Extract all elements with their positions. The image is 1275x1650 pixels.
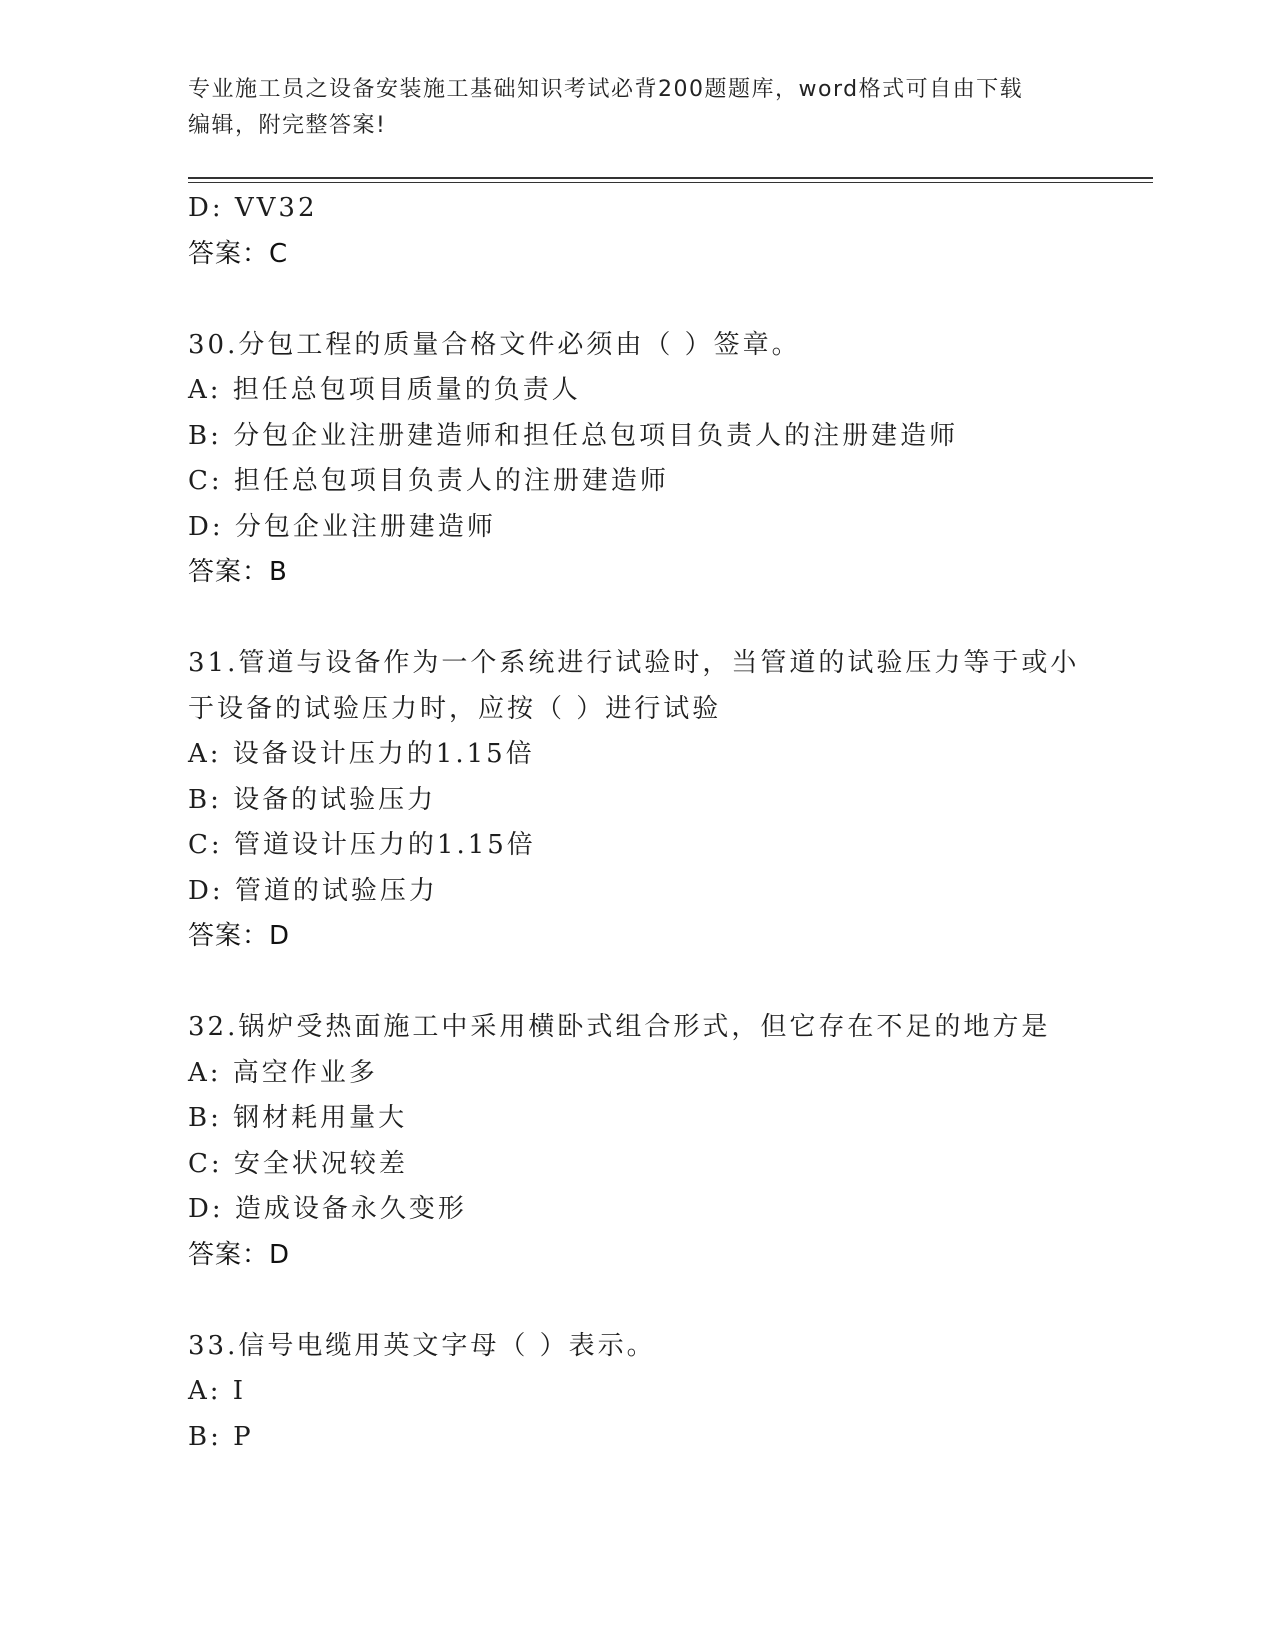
option-c: C: 管道设计压力的1.15倍 [188, 830, 536, 860]
question-stem-line-2: 于设备的试验压力时，应按（ ）进行试验 [188, 693, 722, 724]
question-stem-line-1: 31.管道与设备作为一个系统进行试验时，当管道的试验压力等于或小 [188, 648, 1080, 678]
question-stem: 33.信号电缆用英文字母（ ）表示。 [188, 1330, 656, 1361]
option-b: B: 分包企业注册建造师和担任总包项目负责人的注册建造师 [188, 420, 959, 451]
option-d: D: 造成设备永久变形 [188, 1194, 467, 1224]
spacer [188, 960, 1128, 1006]
previous-question-tail [188, 186, 1128, 277]
spacer [188, 277, 1128, 323]
question-31 [188, 641, 1128, 960]
option-a: A: 设备设计压力的1.15倍 [188, 739, 535, 769]
header-title-line-1: 专业施工员之设备安装施工基础知识考试必背200题题库，word格式可自由下载 [188, 77, 1024, 102]
question-30 [188, 323, 1128, 596]
spacer [188, 596, 1128, 642]
option-a: A: 担任总包项目质量的负责人 [188, 375, 581, 405]
page-header [188, 72, 1068, 144]
header-divider-thick [188, 177, 1153, 179]
question-32 [188, 1005, 1128, 1278]
option-d: D: 分包企业注册建造师 [188, 511, 496, 542]
question-stem: 32.锅炉受热面施工中采用横卧式组合形式，但它存在不足的地方是 [188, 1012, 1051, 1042]
option-a: A: I [188, 1376, 247, 1406]
option-d: D: VV32 [188, 193, 318, 223]
option-b: B: 设备的试验压力 [188, 784, 437, 815]
question-33 [188, 1324, 1128, 1461]
option-b: B: P [188, 1421, 254, 1452]
answer-line: 答案：C [188, 238, 289, 269]
answer-line: 答案：B [188, 557, 288, 587]
answer-line: 答案：D [188, 921, 291, 951]
option-a: A: 高空作业多 [188, 1057, 378, 1088]
option-b: B: 钢材耗用量大 [188, 1103, 408, 1133]
header-divider-thin [188, 182, 1153, 183]
option-c: C: 担任总包项目负责人的注册建造师 [188, 466, 669, 496]
question-stem: 30.分包工程的质量合格文件必须由（ ）签章。 [188, 329, 801, 360]
answer-line: 答案：D [188, 1239, 291, 1270]
header-title-line-2: 编辑，附完整答案! [188, 113, 387, 138]
question-list [188, 186, 1128, 1460]
option-d: D: 管道的试验压力 [188, 875, 438, 906]
spacer [188, 1278, 1128, 1324]
option-c: C: 安全状况较差 [188, 1148, 408, 1179]
